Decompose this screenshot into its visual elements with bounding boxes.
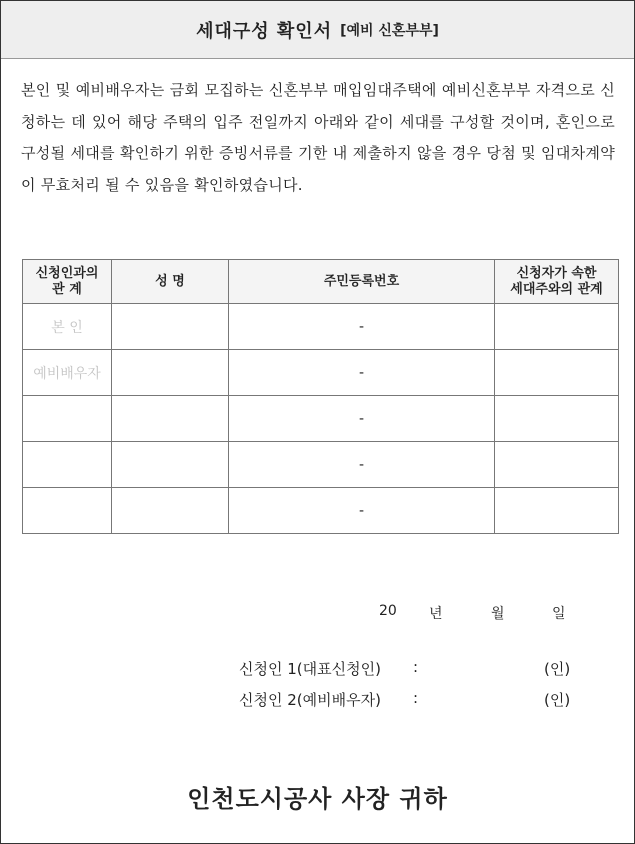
relation-cell[interactable] (23, 442, 112, 488)
year-prefix: 20 (379, 603, 397, 619)
month-label: 월 (491, 606, 505, 622)
resident-number-cell[interactable]: - (229, 442, 495, 488)
table-row (23, 442, 619, 488)
header-household-line2: 세대주와의 관계 (510, 281, 603, 297)
table-row (23, 488, 619, 534)
name-cell[interactable] (112, 350, 229, 396)
resident-number-cell[interactable]: - (229, 350, 495, 396)
resident-number-cell[interactable]: - (229, 304, 495, 350)
table-header-row (23, 260, 619, 304)
signature-label: 신청인 2(예비배우자) (239, 691, 381, 709)
name-cell[interactable] (112, 304, 229, 350)
household-relation-cell[interactable] (495, 442, 619, 488)
household-relation-cell[interactable] (495, 396, 619, 442)
header-name: 성 명 (112, 260, 229, 304)
form-subtitle: [예비 신혼부부] (340, 22, 439, 39)
relation-cell[interactable] (23, 396, 112, 442)
relation-cell[interactable]: 예비배우자 (23, 350, 112, 396)
household-relation-cell[interactable] (495, 488, 619, 534)
name-cell[interactable] (112, 442, 229, 488)
relation-cell[interactable] (23, 488, 112, 534)
form-title: 세대구성 확인서 (196, 20, 333, 42)
table-row (23, 350, 619, 396)
confirmation-statement: 본인 및 예비배우자는 금회 모집하는 신혼부부 매입임대주택에 예비신혼부부 자격으로 신청하는 데 있어 해당 주택의 입주 전일까지 아래와 같이 세대를 구성할 것이며, 혼인으로 구성될 세대를 확인하기 위한 증빙서류를 기한 내 제출하지 않을 경우 당첨 및 임대차계약이 무효처리 될 수 있음을 확인하였습니다. (21, 81, 615, 194)
signature-colon: : (413, 689, 419, 707)
header-relation (23, 260, 112, 304)
household-members-table (22, 259, 619, 534)
title-bar (1, 1, 634, 59)
header-resident-number: 주민등록번호 (229, 260, 495, 304)
header-household-line1: 신청자가 속한 (516, 265, 597, 281)
seal-mark: (인) (544, 691, 571, 709)
table-row (23, 396, 619, 442)
day-label: 일 (552, 606, 566, 622)
household-relation-cell[interactable] (495, 304, 619, 350)
addressee: 인천도시공사 사장 귀하 (187, 785, 448, 813)
seal-mark: (인) (544, 660, 571, 678)
header-household-relation (495, 260, 619, 304)
signature-colon: : (413, 658, 419, 676)
signature-line-1 (239, 658, 579, 680)
header-relation-line2: 관 계 (52, 281, 82, 297)
header-relation-line1: 신청인과의 (35, 265, 99, 281)
resident-number-cell[interactable]: - (229, 396, 495, 442)
signature-line-2 (239, 689, 579, 711)
household-relation-cell[interactable] (495, 350, 619, 396)
relation-cell[interactable]: 본 인 (23, 304, 112, 350)
resident-number-cell[interactable]: - (229, 488, 495, 534)
year-label: 년 (429, 606, 443, 622)
name-cell[interactable] (112, 488, 229, 534)
table-row (23, 304, 619, 350)
signature-label: 신청인 1(대표신청인) (239, 660, 381, 678)
name-cell[interactable] (112, 396, 229, 442)
